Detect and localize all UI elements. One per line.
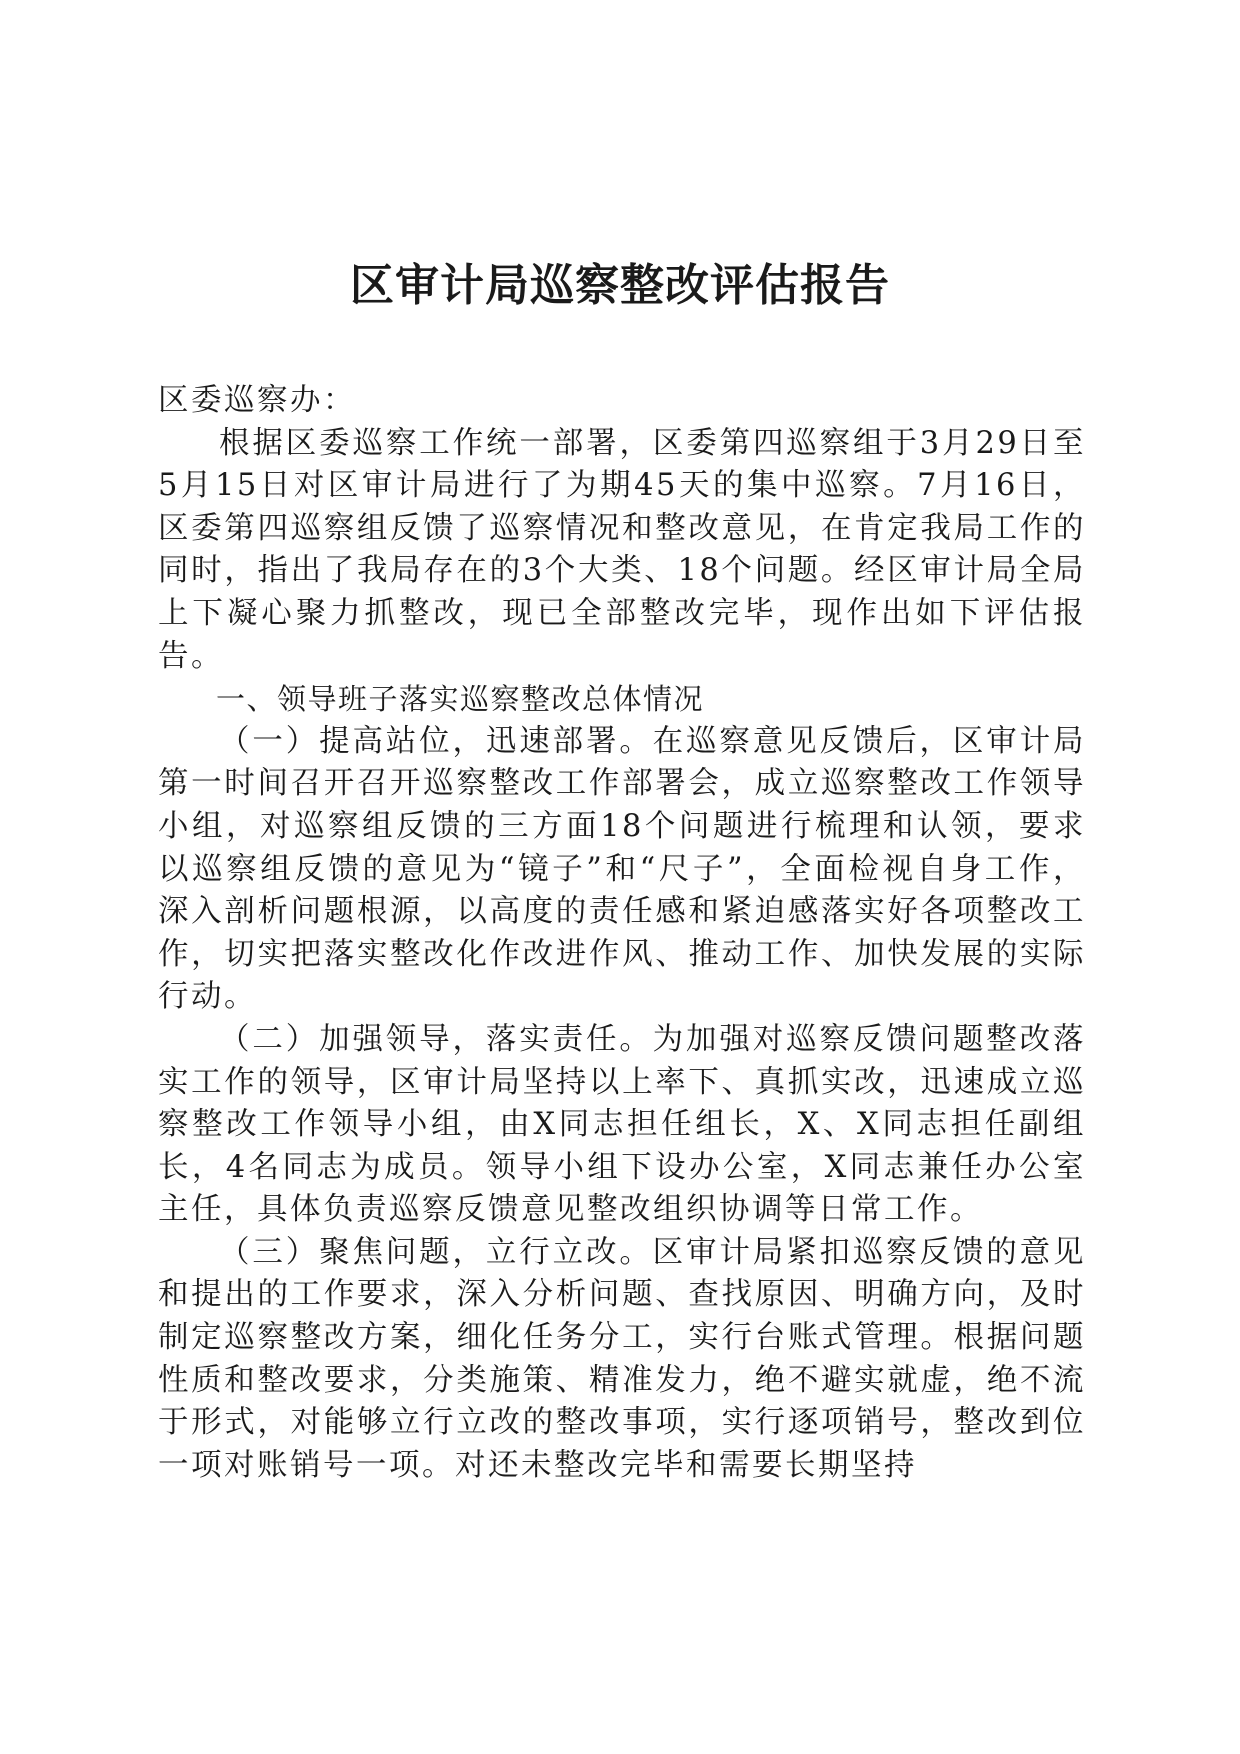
intro-paragraph: 根据区委巡察工作统一部署，区委第四巡察组于3月29日至5月15日对区审计局进行了为期45天的集中巡察。7月16日，区委第四巡察组反馈了巡察情况和整改意见，在肯定我局工作的同时，指出了我局存在的3个大类、18个问题。经区审计局全局上下凝心聚力抓整改，现已全部整改完毕，现作出如下评估报告。 [158, 425, 1086, 674]
paragraph-2: （二）加强领导，落实责任。为加强对巡察反馈问题整改落实工作的领导，区审计局坚持以上率下、真抓实改，迅速成立巡察整改工作领导小组，由X同志担任组长，X、X同志担任副组长，4名同志为成员。领导小组下设办公室，X同志兼任办公室主任，具体负责巡察反馈意见整改组织协调等日常工作。 [158, 1021, 1086, 1228]
salutation: 区委巡察办： [158, 383, 356, 418]
paragraph-3: （三）聚焦问题，立行立改。区审计局紧扣巡察反馈的意见和提出的工作要求，深入分析问题、查找原因、明确方向，及时制定巡察整改方案，细化任务分工，实行台账式管理。根据问题性质和整改要求，分类施策、精准发力，绝不避实就虚，绝不流于形式，对能够立行立改的整改事项，实行逐项销号，整改到位一项对账销号一项。对还未整改完毕和需要长期坚持 [158, 1234, 1086, 1483]
paragraph-1: （一）提高站位，迅速部署。在巡察意见反馈后，区审计局第一时间召开召开巡察整改工作部署会，成立巡察整改工作领导小组，对巡察组反馈的三方面18个问题进行梳理和认领，要求以巡察组反馈的意见为“镜子”和“尺子”，全面检视自身工作，深入剖析问题根源，以高度的责任感和紧迫感落实好各项整改工作，切实把落实整改化作改进作风、推动工作、加快发展的实际行动。 [158, 723, 1086, 1015]
document-title: 区审计局巡察整改评估报告 [350, 260, 890, 311]
document-body [158, 380, 1086, 1487]
section-heading-1: 一、领导班子落实巡察整改总体情况 [216, 682, 705, 717]
